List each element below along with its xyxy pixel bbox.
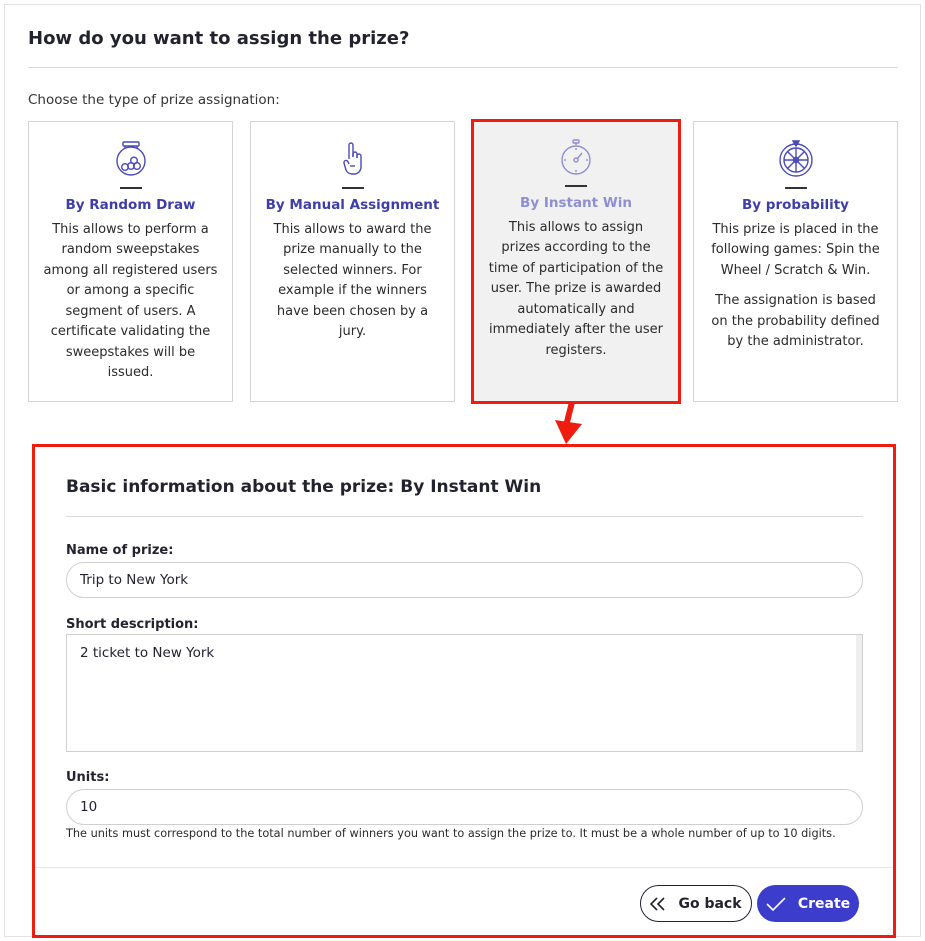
prize-info-panel: [32, 444, 896, 938]
hand-pointing-icon: [251, 138, 454, 180]
card-instant-win[interactable]: [471, 119, 681, 404]
prize-wheel-icon: [694, 138, 897, 180]
textarea-scrollbar[interactable]: [856, 635, 862, 751]
card-description: This allows to award the prize manually to the selected winners. For example if the winners have been chosen by a jury.: [273, 221, 432, 339]
card-description: This prize is placed in the following games: Spin the Wheel / Scratch & Win. The assignation is based on the probability defined by the administrator.: [711, 221, 880, 349]
card-probability[interactable]: [693, 121, 898, 402]
checkmark-icon: [766, 897, 786, 911]
card-divider: [342, 187, 364, 189]
card-divider: [565, 185, 587, 187]
create-label: Create: [797, 895, 851, 912]
card-title: By Manual Assignment: [265, 196, 440, 213]
card-title: By probability: [742, 196, 849, 213]
double-chevron-left-icon: [650, 897, 666, 911]
description-label: Short description:: [66, 617, 199, 632]
go-back-button[interactable]: [640, 885, 752, 922]
form-title: Basic information about the prize: By Instant Win: [66, 477, 542, 497]
card-description: This allows to perform a random sweepstakes among all registered users or among a specific segment of users. A certificate validating the sweepstakes will be issued.: [43, 221, 218, 380]
divider: [28, 67, 898, 68]
units-label: Units:: [66, 770, 110, 785]
annotation-arrow: [552, 402, 588, 446]
section-subtitle: Choose the type of prize assignation:: [28, 92, 280, 108]
divider: [66, 516, 863, 517]
create-button[interactable]: [757, 885, 859, 922]
card-title: By Random Draw: [65, 196, 196, 213]
card-divider: [785, 187, 807, 189]
units-input[interactable]: 10: [66, 789, 863, 825]
card-description: This allows to assign prizes according to the time of participation of the user. The prize is awarded automatically and immediately after the user registers.: [488, 219, 664, 358]
units-hint: The units must correspond to the total number of winners you want to assign the prize to. It must be a whole number of up to 10 digits.: [66, 827, 836, 840]
stopwatch-icon: [474, 136, 678, 178]
description-text: 2 ticket to New York: [80, 645, 215, 661]
card-random-draw[interactable]: [28, 121, 233, 402]
go-back-label: Go back: [678, 895, 742, 912]
card-title: By Instant Win: [520, 194, 632, 211]
page-title: How do you want to assign the prize?: [28, 28, 410, 49]
footer-divider: [35, 867, 893, 868]
card-divider: [120, 187, 142, 189]
card-manual-assignment[interactable]: [250, 121, 455, 402]
prize-name-input[interactable]: Trip to New York: [66, 562, 863, 598]
description-textarea[interactable]: [66, 634, 863, 752]
gumball-machine-icon: [29, 138, 232, 180]
name-label: Name of prize:: [66, 543, 174, 558]
